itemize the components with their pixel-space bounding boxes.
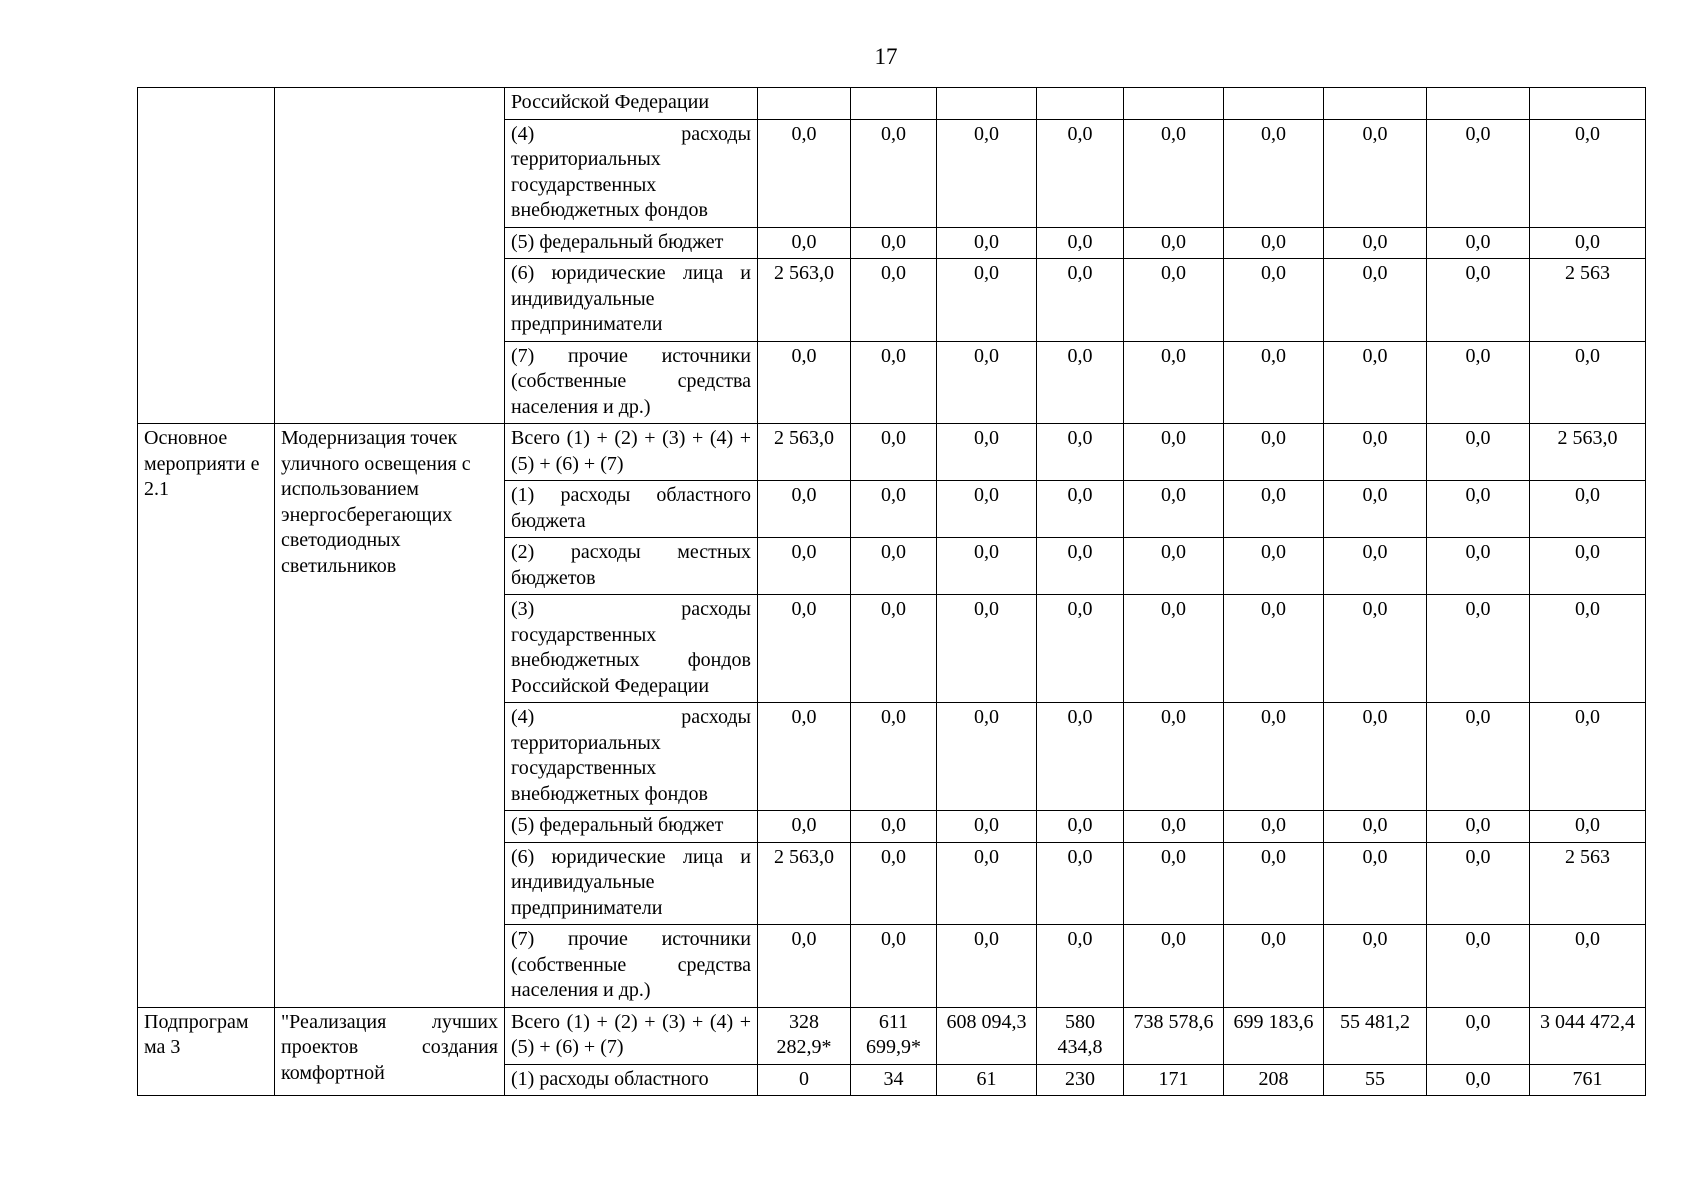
amount-cell: 0,0 — [1037, 341, 1124, 424]
funding-source-cell: (1) расходы областного — [505, 1064, 758, 1096]
amount-cell: 0,0 — [1427, 595, 1530, 703]
amount-cell: 61 — [937, 1064, 1037, 1096]
amount-cell: 0,0 — [1224, 595, 1324, 703]
funding-source-cell: (7) прочие источники (собственные средства населения и др.) — [505, 925, 758, 1008]
amount-cell: 0,0 — [1124, 925, 1224, 1008]
amount-cell: 0,0 — [937, 259, 1037, 342]
funding-source-cell: (1) расходы областного бюджета — [505, 481, 758, 538]
amount-cell: 0,0 — [1224, 811, 1324, 843]
amount-cell: 0,0 — [851, 595, 937, 703]
amount-cell: 0,0 — [1037, 703, 1124, 811]
amount-cell: 0,0 — [758, 703, 851, 811]
amount-cell: 0,0 — [758, 595, 851, 703]
amount-cell: 0 — [758, 1064, 851, 1096]
amount-cell: 0,0 — [758, 481, 851, 538]
amount-cell: 0,0 — [937, 703, 1037, 811]
amount-cell: 0,0 — [851, 538, 937, 595]
amount-cell: 0,0 — [1124, 811, 1224, 843]
amount-cell: 0,0 — [1124, 259, 1224, 342]
funding-source-cell: (2) расходы местных бюджетов — [505, 538, 758, 595]
amount-cell: 0,0 — [851, 842, 937, 925]
amount-cell: 0,0 — [1427, 925, 1530, 1008]
amount-cell: 0,0 — [937, 481, 1037, 538]
funding-source-cell: (7) прочие источники (собственные средства населения и др.) — [505, 341, 758, 424]
amount-cell: 0,0 — [1124, 842, 1224, 925]
amount-cell: 0,0 — [1224, 341, 1324, 424]
amount-cell: 0,0 — [1037, 119, 1124, 227]
table-row — [138, 88, 1646, 120]
amount-cell: 580 434,8 — [1037, 1007, 1124, 1064]
amount-cell: 2 563 — [1530, 842, 1646, 925]
amount-cell: 3 044 472,4 — [1530, 1007, 1646, 1064]
amount-cell: 0,0 — [851, 227, 937, 259]
amount-cell: 0,0 — [758, 538, 851, 595]
amount-cell: 0,0 — [1427, 703, 1530, 811]
amount-cell: 0,0 — [1037, 538, 1124, 595]
table-row — [138, 424, 1646, 481]
amount-cell: 0,0 — [1224, 538, 1324, 595]
amount-cell: 0,0 — [1324, 811, 1427, 843]
amount-cell: 0,0 — [1324, 481, 1427, 538]
amount-cell: 0,0 — [1324, 595, 1427, 703]
amount-cell — [1037, 88, 1124, 120]
table-row — [138, 1007, 1646, 1064]
amount-cell: 738 578,6 — [1124, 1007, 1224, 1064]
amount-cell: 0,0 — [1037, 595, 1124, 703]
program-description-cell: Модернизация точек уличного освещения с использованием энергосберегающих светодиодных светильников — [275, 424, 505, 1008]
amount-cell: 0,0 — [851, 811, 937, 843]
program-description-cell: "Реализация лучших проектов создания комфортной — [275, 1007, 505, 1096]
budget-table — [137, 87, 1646, 1096]
amount-cell: 0,0 — [1224, 703, 1324, 811]
amount-cell: 0,0 — [1224, 259, 1324, 342]
amount-cell: 0,0 — [1427, 842, 1530, 925]
amount-cell: 0,0 — [1124, 703, 1224, 811]
amount-cell: 0,0 — [1324, 424, 1427, 481]
page-number: 17 — [874, 44, 898, 69]
amount-cell: 0,0 — [1037, 842, 1124, 925]
amount-cell: 328 282,9* — [758, 1007, 851, 1064]
amount-cell: 0,0 — [851, 703, 937, 811]
amount-cell: 611 699,9* — [851, 1007, 937, 1064]
amount-cell — [1224, 88, 1324, 120]
amount-cell: 0,0 — [937, 925, 1037, 1008]
amount-cell: 0,0 — [758, 119, 851, 227]
amount-cell: 0,0 — [1124, 538, 1224, 595]
amount-cell: 0,0 — [1530, 341, 1646, 424]
amount-cell: 0,0 — [1124, 119, 1224, 227]
amount-cell: 0,0 — [758, 227, 851, 259]
amount-cell: 0,0 — [937, 119, 1037, 227]
amount-cell: 0,0 — [1124, 481, 1224, 538]
program-name-cell: Основное мероприяти е 2.1 — [138, 424, 275, 1008]
amount-cell — [1124, 88, 1224, 120]
amount-cell: 0,0 — [1427, 1064, 1530, 1096]
amount-cell: 0,0 — [1324, 842, 1427, 925]
funding-source-cell: Всего (1) + (2) + (3) + (4) + (5) + (6) + (7) — [505, 424, 758, 481]
amount-cell: 0,0 — [1037, 259, 1124, 342]
amount-cell: 0,0 — [1224, 119, 1324, 227]
amount-cell: 230 — [1037, 1064, 1124, 1096]
amount-cell: 0,0 — [1224, 227, 1324, 259]
amount-cell: 0,0 — [1224, 424, 1324, 481]
amount-cell — [758, 88, 851, 120]
program-name-cell — [138, 88, 275, 424]
amount-cell: 0,0 — [758, 925, 851, 1008]
amount-cell: 0,0 — [937, 811, 1037, 843]
amount-cell — [1427, 88, 1530, 120]
amount-cell — [851, 88, 937, 120]
amount-cell: 0,0 — [1324, 341, 1427, 424]
amount-cell: 2 563,0 — [758, 842, 851, 925]
amount-cell: 0,0 — [1427, 341, 1530, 424]
funding-source-cell: (4) расходы территориальных государственных внебюджетных фондов — [505, 703, 758, 811]
program-name-cell: Подпрограм ма 3 — [138, 1007, 275, 1096]
amount-cell: 0,0 — [758, 341, 851, 424]
amount-cell: 0,0 — [851, 481, 937, 538]
funding-source-cell: (5) федеральный бюджет — [505, 227, 758, 259]
amount-cell: 2 563,0 — [1530, 424, 1646, 481]
amount-cell: 171 — [1124, 1064, 1224, 1096]
amount-cell: 0,0 — [1037, 811, 1124, 843]
funding-source-cell: Всего (1) + (2) + (3) + (4) + (5) + (6) + (7) — [505, 1007, 758, 1064]
amount-cell: 0,0 — [1037, 227, 1124, 259]
amount-cell: 0,0 — [1124, 341, 1224, 424]
amount-cell: 0,0 — [1037, 481, 1124, 538]
amount-cell: 608 094,3 — [937, 1007, 1037, 1064]
amount-cell: 208 — [1224, 1064, 1324, 1096]
amount-cell: 55 481,2 — [1324, 1007, 1427, 1064]
amount-cell: 0,0 — [1324, 259, 1427, 342]
amount-cell: 0,0 — [1124, 424, 1224, 481]
amount-cell: 34 — [851, 1064, 937, 1096]
amount-cell: 0,0 — [1427, 227, 1530, 259]
amount-cell: 0,0 — [1427, 1007, 1530, 1064]
amount-cell — [937, 88, 1037, 120]
amount-cell: 0,0 — [937, 227, 1037, 259]
amount-cell: 0,0 — [1530, 925, 1646, 1008]
amount-cell: 0,0 — [758, 811, 851, 843]
amount-cell: 0,0 — [937, 341, 1037, 424]
amount-cell: 0,0 — [1224, 842, 1324, 925]
funding-source-cell: (6) юридические лица и индивидуальные предприниматели — [505, 259, 758, 342]
amount-cell: 0,0 — [1324, 227, 1427, 259]
program-description-cell — [275, 88, 505, 424]
amount-cell: 0,0 — [1427, 259, 1530, 342]
amount-cell: 0,0 — [937, 842, 1037, 925]
amount-cell: 2 563 — [1530, 259, 1646, 342]
amount-cell: 0,0 — [1427, 811, 1530, 843]
funding-source-cell: Российской Федерации — [505, 88, 758, 120]
amount-cell: 0,0 — [1324, 119, 1427, 227]
amount-cell: 0,0 — [1224, 481, 1324, 538]
amount-cell: 55 — [1324, 1064, 1427, 1096]
amount-cell: 0,0 — [1124, 227, 1224, 259]
amount-cell: 761 — [1530, 1064, 1646, 1096]
amount-cell: 0,0 — [851, 341, 937, 424]
amount-cell: 0,0 — [937, 595, 1037, 703]
amount-cell: 0,0 — [1324, 925, 1427, 1008]
amount-cell: 0,0 — [1530, 119, 1646, 227]
amount-cell: 0,0 — [1124, 595, 1224, 703]
amount-cell: 0,0 — [1037, 424, 1124, 481]
amount-cell: 0,0 — [1530, 227, 1646, 259]
amount-cell: 0,0 — [1324, 703, 1427, 811]
funding-source-cell: (5) федеральный бюджет — [505, 811, 758, 843]
amount-cell — [1324, 88, 1427, 120]
amount-cell: 0,0 — [851, 259, 937, 342]
amount-cell: 2 563,0 — [758, 259, 851, 342]
amount-cell: 0,0 — [1427, 119, 1530, 227]
amount-cell: 0,0 — [1530, 538, 1646, 595]
amount-cell: 0,0 — [1530, 811, 1646, 843]
amount-cell: 0,0 — [1427, 424, 1530, 481]
amount-cell: 0,0 — [851, 119, 937, 227]
amount-cell: 0,0 — [1324, 538, 1427, 595]
amount-cell: 0,0 — [1037, 925, 1124, 1008]
amount-cell: 0,0 — [937, 424, 1037, 481]
amount-cell: 699 183,6 — [1224, 1007, 1324, 1064]
amount-cell: 0,0 — [1530, 703, 1646, 811]
amount-cell: 2 563,0 — [758, 424, 851, 481]
amount-cell: 0,0 — [1427, 481, 1530, 538]
amount-cell: 0,0 — [937, 538, 1037, 595]
amount-cell: 0,0 — [1530, 595, 1646, 703]
funding-source-cell: (6) юридические лица и индивидуальные предприниматели — [505, 842, 758, 925]
amount-cell: 0,0 — [1530, 481, 1646, 538]
amount-cell: 0,0 — [851, 925, 937, 1008]
amount-cell — [1530, 88, 1646, 120]
amount-cell: 0,0 — [1427, 538, 1530, 595]
amount-cell: 0,0 — [1224, 925, 1324, 1008]
funding-source-cell: (4) расходы территориальных государственных внебюджетных фондов — [505, 119, 758, 227]
amount-cell: 0,0 — [851, 424, 937, 481]
funding-source-cell: (3) расходы государственных внебюджетных фондов Российской Федерации — [505, 595, 758, 703]
